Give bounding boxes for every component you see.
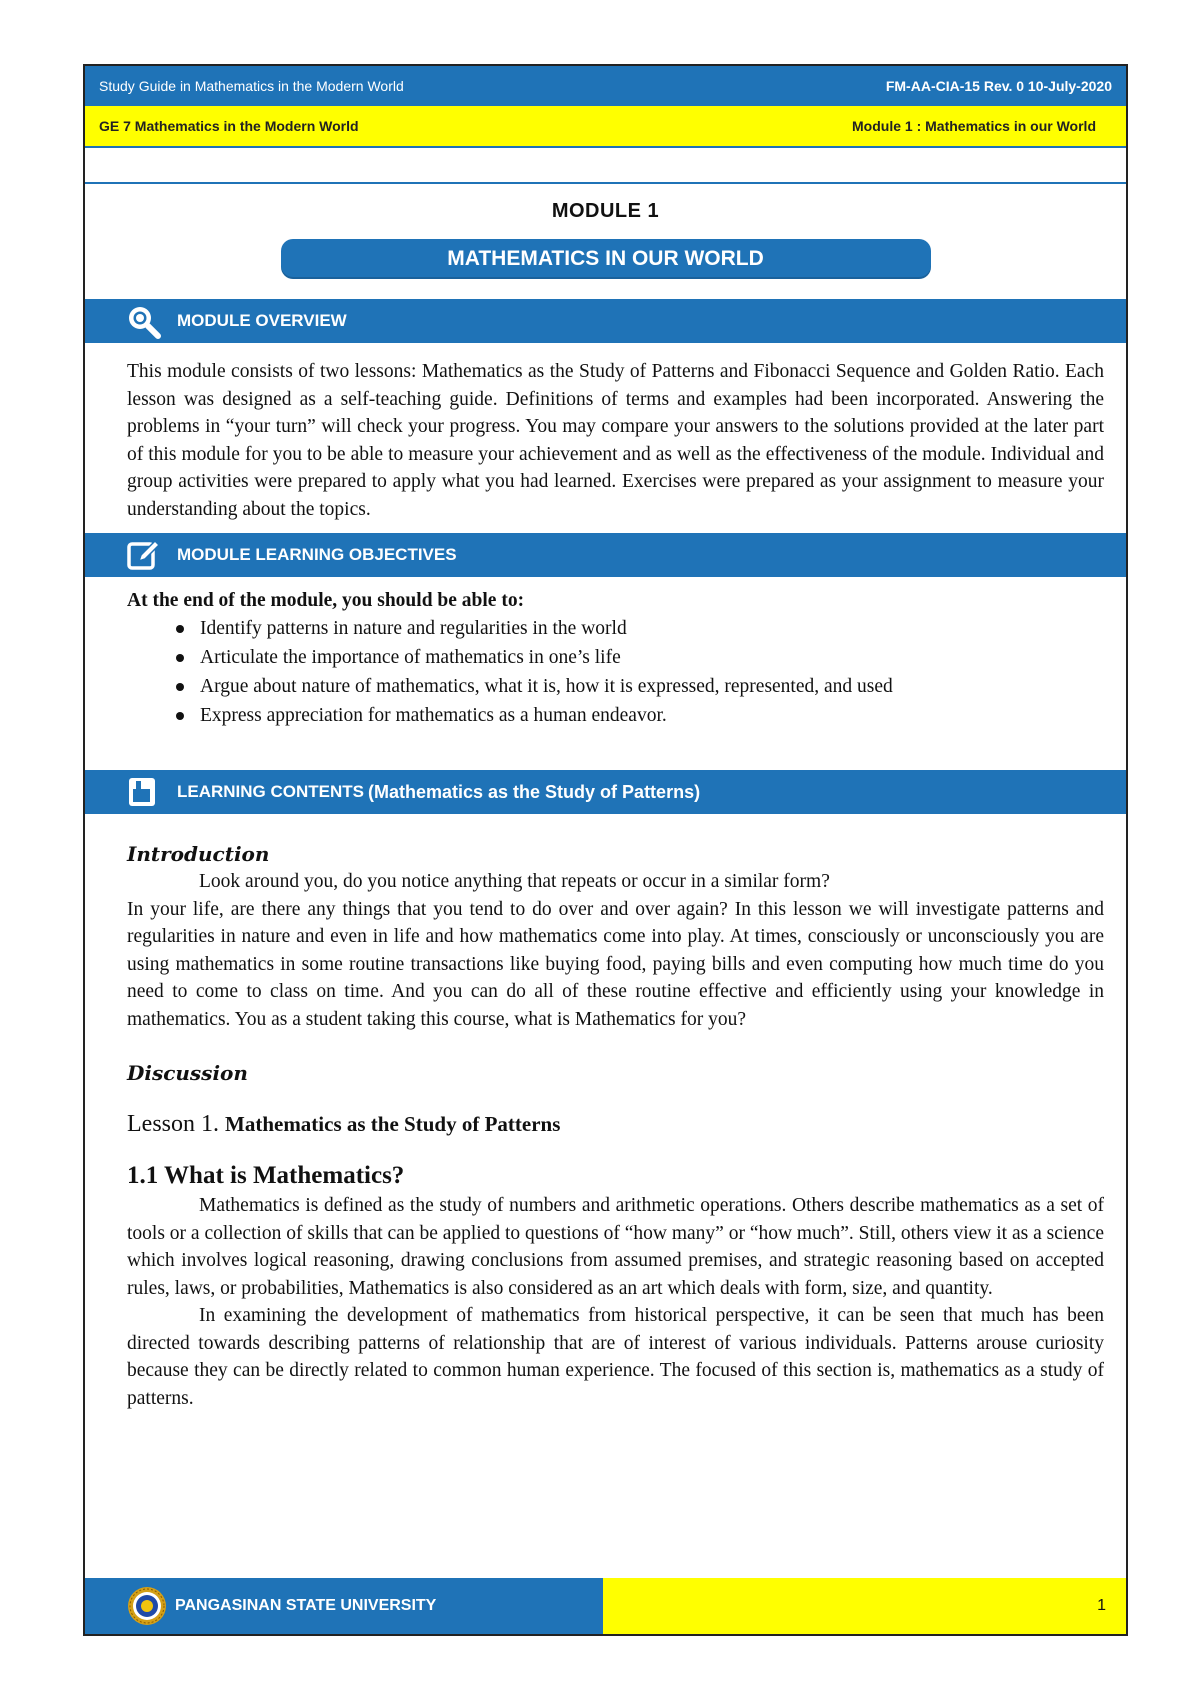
contents-subtitle: (Mathematics as the Study of Patterns) (368, 781, 701, 802)
course-title: GE 7 Mathematics in the Modern World (99, 118, 359, 134)
objective-item: Argue about nature of mathematics, what it is, how it is expressed, represented, and used (200, 672, 1104, 701)
overview-paragraph: This module consists of two lessons: Mathematics as the Study of Patterns and Fibonacci Sequence and Golden Ratio. Each lesson was designed as a self-teaching guide. Definitions of terms and examples had been incorporated. Answering the problems in “your turn” will check your progress. You may compare your answers to the solutions provided at the later part of this module for you to be able to measure your achievement and as well as the effectiveness of the module. Individual and group activities were prepared to apply what you had learned. Exercises were prepared as your assignment to measure your understanding about the topics. (127, 361, 1104, 520)
objectives-heading: MODULE LEARNING OBJECTIVES (177, 545, 457, 564)
module-reference: Module 1 : Mathematics in our World (852, 118, 1096, 134)
what-is-math-paragraph: Mathematics is defined as the study of numbers and arithmetic operations. Others describe mathematics as a set of tools or a collection of skills that can be applied to questions of “how many” or “how much”. Still, others view it as a science which involves logical reasoning, drawing conclusions from assumed premises, and strategic reasoning based on accepted rules, laws, or probabilities, Mathematics is also considered as an art which deals with form, size, and quantity. (127, 1195, 1104, 1299)
document-page (83, 64, 1128, 1636)
objective-item: Express appreciation for mathematics as a human endeavor. (200, 701, 1104, 730)
university-seal-icon (127, 1586, 167, 1626)
module-title: MATHEMATICS IN OUR WORLD (281, 239, 931, 279)
lesson-label: Lesson 1. (127, 1111, 219, 1137)
objectives-lead: At the end of the module, you should be able to: (127, 590, 525, 611)
magnifier-icon (123, 301, 163, 341)
contents-section-bar (85, 770, 1126, 814)
lesson-title-line (85, 1111, 1126, 1138)
footer-university-block (85, 1578, 603, 1634)
objective-item: Identify patterns in nature and regularities in the world (200, 614, 1104, 643)
objective-item: Articulate the importance of mathematics in one’s life (200, 643, 1104, 672)
study-guide-title: Study Guide in Mathematics in the Modern World (99, 78, 404, 94)
introduction-heading: Introduction (127, 842, 270, 866)
page-number: 1 (1097, 1597, 1106, 1614)
section-subheading: 1.1 What is Mathematics? (127, 1162, 405, 1189)
footer-page-block (603, 1578, 1126, 1634)
overview-section-bar (85, 299, 1126, 343)
document-header-bar (85, 66, 1126, 106)
header-spacer (85, 148, 1126, 184)
objectives-list (85, 614, 1126, 730)
lesson-title: Mathematics as the Study of Patterns (225, 1112, 561, 1136)
book-icon (123, 772, 163, 812)
contents-heading: LEARNING CONTENTS (177, 782, 364, 801)
introduction-body: In your life, are there any things that you tend to do over and over again? In this lesson we will investigate patterns and regularities in nature and even in life and how mathematics come into play. At times, consciously or unconsciously you are using mathematics in some routine transactions like buying food, paying bills and even computing how much time do you need to come to class on time. And you can do all of these routine effective and efficiently using your knowledge in mathematics. You as a student taking this course, what is Mathematics for you? (127, 898, 1104, 1030)
university-name: PANGASINAN STATE UNIVERSITY (175, 1597, 437, 1614)
introduction-first-line: Look around you, do you notice anything that repeats or occur in a similar form? (199, 871, 830, 892)
objectives-section-bar (85, 533, 1126, 577)
form-code: FM-AA-CIA-15 Rev. 0 10-July-2020 (885, 78, 1112, 94)
introduction-paragraph (85, 868, 1126, 1033)
module-number: MODULE 1 (551, 200, 660, 222)
patterns-paragraph: In examining the development of mathematics from historical perspective, it can be seen that much has been directed towards describing patterns of relationship that are of interest of various individuals. Patterns arouse curiosity because they can be directly related to common human experience. The focused of this section is, mathematics as a study of patterns. (127, 1305, 1104, 1409)
discussion-heading: Discussion (127, 1061, 248, 1085)
course-header-bar (85, 106, 1126, 148)
overview-heading: MODULE OVERVIEW (177, 311, 347, 330)
page-footer (85, 1578, 1126, 1634)
pencil-icon (123, 535, 163, 575)
